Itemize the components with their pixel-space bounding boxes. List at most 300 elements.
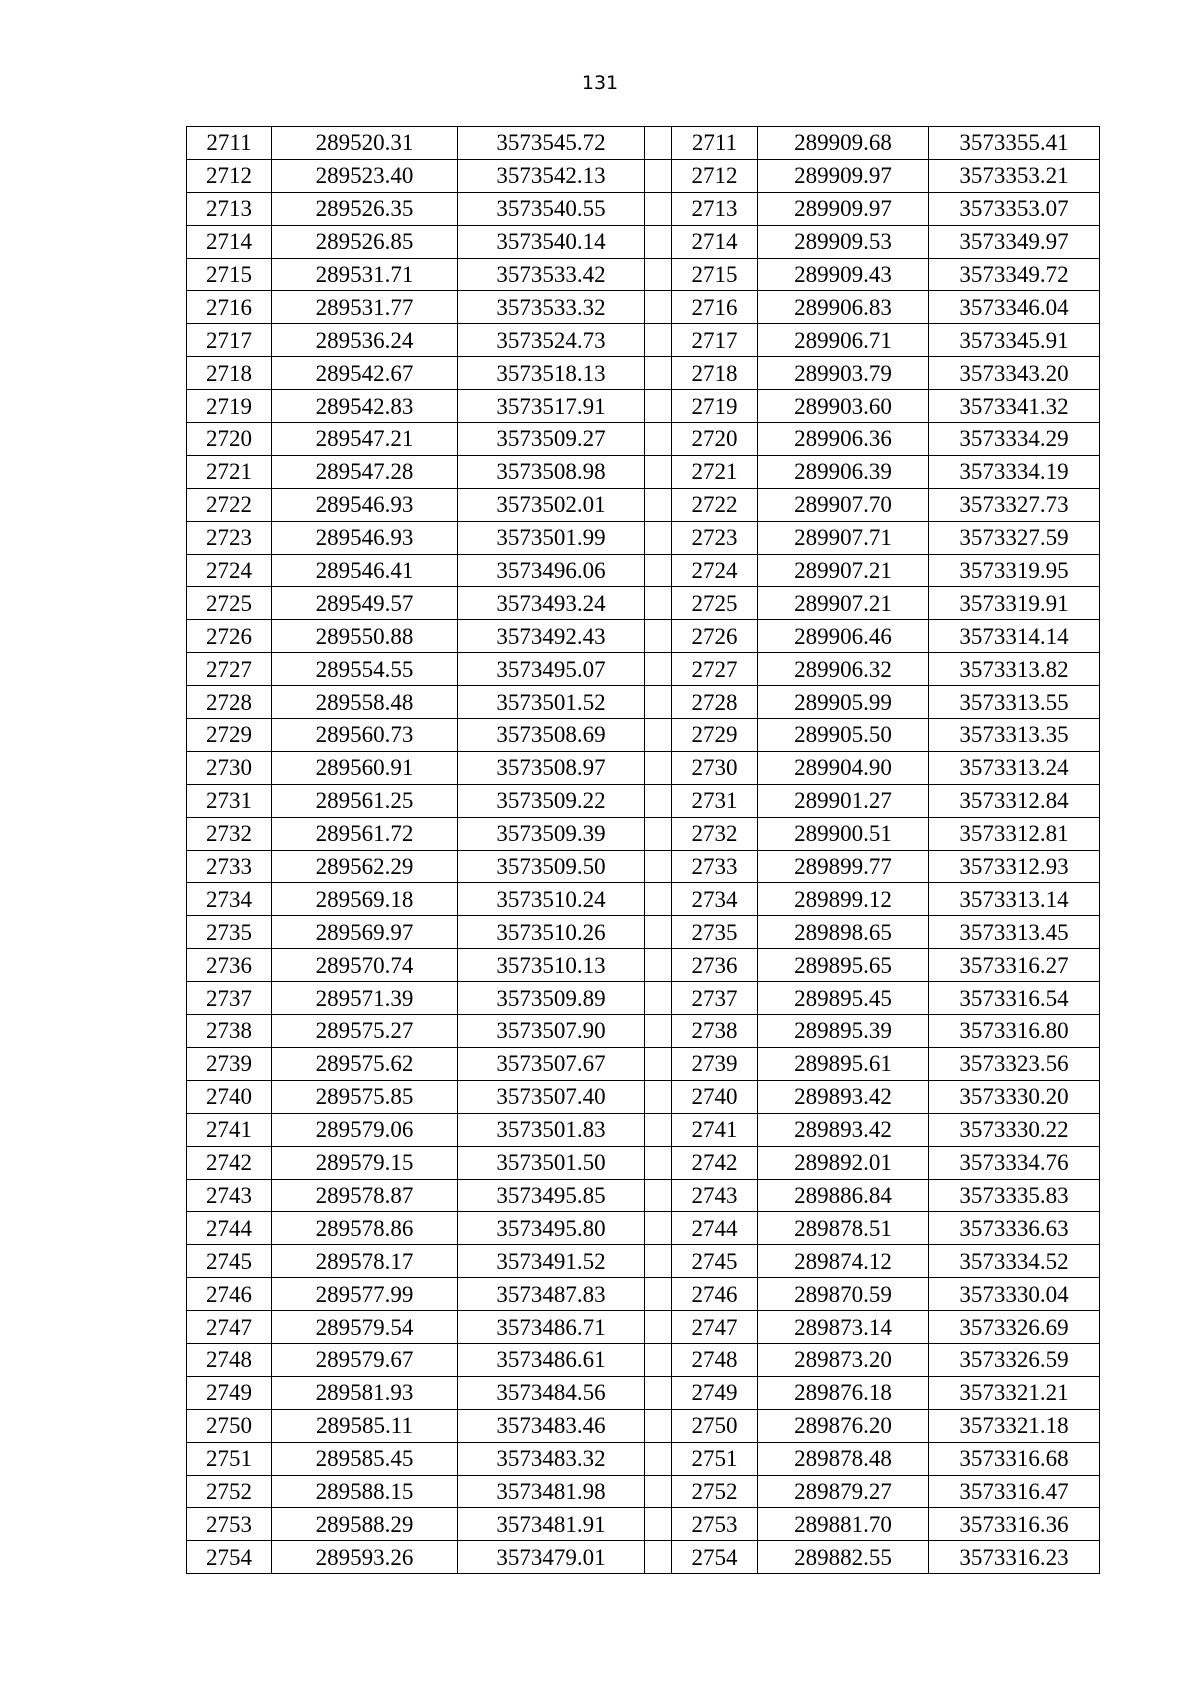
point-id-right: 2754 (672, 1541, 758, 1574)
x-coordinate-right: 289905.99 (758, 686, 929, 719)
separator-cell (645, 817, 672, 850)
y-coordinate-right: 3573334.52 (929, 1245, 1100, 1278)
y-coordinate-left: 3573495.07 (458, 653, 645, 686)
point-id-right: 2723 (672, 521, 758, 554)
point-id-left: 2734 (187, 883, 272, 916)
point-id-right: 2718 (672, 357, 758, 390)
x-coordinate-right: 289906.71 (758, 324, 929, 357)
separator-cell (645, 423, 672, 456)
y-coordinate-right: 3573316.27 (929, 949, 1100, 982)
point-id-right: 2748 (672, 1343, 758, 1376)
point-id-left: 2742 (187, 1146, 272, 1179)
separator-cell (645, 949, 672, 982)
y-coordinate-right: 3573326.59 (929, 1343, 1100, 1376)
x-coordinate-left: 289570.74 (272, 949, 458, 982)
x-coordinate-right: 289895.45 (758, 982, 929, 1015)
y-coordinate-right: 3573341.32 (929, 390, 1100, 423)
x-coordinate-left: 289526.35 (272, 192, 458, 225)
x-coordinate-right: 289900.51 (758, 817, 929, 850)
x-coordinate-left: 289523.40 (272, 159, 458, 192)
x-coordinate-right: 289886.84 (758, 1179, 929, 1212)
y-coordinate-right: 3573321.21 (929, 1376, 1100, 1409)
point-id-right: 2727 (672, 653, 758, 686)
y-coordinate-left: 3573509.22 (458, 784, 645, 817)
x-coordinate-left: 289542.83 (272, 390, 458, 423)
y-coordinate-left: 3573481.91 (458, 1508, 645, 1541)
point-id-right: 2746 (672, 1278, 758, 1311)
point-id-left: 2721 (187, 455, 272, 488)
table-row (187, 357, 1100, 390)
x-coordinate-right: 289874.12 (758, 1245, 929, 1278)
y-coordinate-right: 3573353.21 (929, 159, 1100, 192)
point-id-left: 2722 (187, 488, 272, 521)
y-coordinate-left: 3573484.56 (458, 1376, 645, 1409)
separator-cell (645, 1409, 672, 1442)
x-coordinate-right: 289901.27 (758, 784, 929, 817)
point-id-right: 2725 (672, 587, 758, 620)
x-coordinate-right: 289907.21 (758, 554, 929, 587)
point-id-left: 2732 (187, 817, 272, 850)
x-coordinate-right: 289909.97 (758, 192, 929, 225)
separator-cell (645, 1146, 672, 1179)
y-coordinate-left: 3573540.55 (458, 192, 645, 225)
table-row (187, 1475, 1100, 1508)
separator-cell (645, 1343, 672, 1376)
table-row (187, 1113, 1100, 1146)
separator-cell (645, 554, 672, 587)
y-coordinate-left: 3573486.61 (458, 1343, 645, 1376)
x-coordinate-right: 289898.65 (758, 916, 929, 949)
point-id-left: 2733 (187, 850, 272, 883)
y-coordinate-right: 3573335.83 (929, 1179, 1100, 1212)
separator-cell (645, 455, 672, 488)
point-id-left: 2719 (187, 390, 272, 423)
y-coordinate-right: 3573316.23 (929, 1541, 1100, 1574)
table-row (187, 1179, 1100, 1212)
point-id-right: 2749 (672, 1376, 758, 1409)
table-row (187, 982, 1100, 1015)
x-coordinate-left: 289542.67 (272, 357, 458, 390)
separator-cell (645, 587, 672, 620)
separator-cell (645, 1376, 672, 1409)
x-coordinate-right: 289870.59 (758, 1278, 929, 1311)
y-coordinate-right: 3573345.91 (929, 324, 1100, 357)
point-id-left: 2724 (187, 554, 272, 587)
point-id-right: 2734 (672, 883, 758, 916)
point-id-left: 2749 (187, 1376, 272, 1409)
point-id-left: 2740 (187, 1080, 272, 1113)
y-coordinate-right: 3573349.72 (929, 258, 1100, 291)
table-row (187, 291, 1100, 324)
point-id-right: 2729 (672, 719, 758, 752)
point-id-right: 2720 (672, 423, 758, 456)
x-coordinate-left: 289585.11 (272, 1409, 458, 1442)
x-coordinate-left: 289546.93 (272, 521, 458, 554)
separator-cell (645, 159, 672, 192)
table-row (187, 719, 1100, 752)
x-coordinate-right: 289881.70 (758, 1508, 929, 1541)
coordinates-table (186, 126, 1100, 1574)
table-row (187, 653, 1100, 686)
y-coordinate-right: 3573319.95 (929, 554, 1100, 587)
table-row (187, 455, 1100, 488)
point-id-left: 2746 (187, 1278, 272, 1311)
point-id-right: 2722 (672, 488, 758, 521)
point-id-left: 2725 (187, 587, 272, 620)
separator-cell (645, 850, 672, 883)
table-row (187, 1442, 1100, 1475)
x-coordinate-right: 289909.53 (758, 225, 929, 258)
point-id-right: 2733 (672, 850, 758, 883)
point-id-left: 2737 (187, 982, 272, 1015)
y-coordinate-right: 3573316.80 (929, 1015, 1100, 1048)
x-coordinate-left: 289593.26 (272, 1541, 458, 1574)
x-coordinate-left: 289547.21 (272, 423, 458, 456)
point-id-right: 2751 (672, 1442, 758, 1475)
y-coordinate-left: 3573508.69 (458, 719, 645, 752)
y-coordinate-left: 3573509.89 (458, 982, 645, 1015)
table-row (187, 620, 1100, 653)
point-id-left: 2741 (187, 1113, 272, 1146)
point-id-right: 2743 (672, 1179, 758, 1212)
y-coordinate-left: 3573501.52 (458, 686, 645, 719)
table-row (187, 751, 1100, 784)
point-id-left: 2736 (187, 949, 272, 982)
y-coordinate-left: 3573509.27 (458, 423, 645, 456)
point-id-right: 2736 (672, 949, 758, 982)
y-coordinate-left: 3573533.32 (458, 291, 645, 324)
x-coordinate-left: 289549.57 (272, 587, 458, 620)
point-id-left: 2753 (187, 1508, 272, 1541)
y-coordinate-left: 3573510.13 (458, 949, 645, 982)
point-id-right: 2717 (672, 324, 758, 357)
table-row (187, 1278, 1100, 1311)
separator-cell (645, 784, 672, 817)
table-row (187, 1311, 1100, 1344)
point-id-right: 2712 (672, 159, 758, 192)
x-coordinate-right: 289873.20 (758, 1343, 929, 1376)
x-coordinate-right: 289873.14 (758, 1311, 929, 1344)
x-coordinate-left: 289575.62 (272, 1047, 458, 1080)
table-row (187, 521, 1100, 554)
table-row (187, 192, 1100, 225)
x-coordinate-left: 289547.28 (272, 455, 458, 488)
y-coordinate-right: 3573313.82 (929, 653, 1100, 686)
y-coordinate-left: 3573487.83 (458, 1278, 645, 1311)
point-id-left: 2752 (187, 1475, 272, 1508)
x-coordinate-left: 289546.93 (272, 488, 458, 521)
table-row (187, 1080, 1100, 1113)
point-id-left: 2718 (187, 357, 272, 390)
y-coordinate-right: 3573312.81 (929, 817, 1100, 850)
point-id-right: 2728 (672, 686, 758, 719)
x-coordinate-right: 289892.01 (758, 1146, 929, 1179)
separator-cell (645, 916, 672, 949)
separator-cell (645, 1278, 672, 1311)
y-coordinate-left: 3573509.39 (458, 817, 645, 850)
point-id-left: 2739 (187, 1047, 272, 1080)
point-id-left: 2731 (187, 784, 272, 817)
point-id-right: 2716 (672, 291, 758, 324)
point-id-left: 2754 (187, 1541, 272, 1574)
table-row (187, 817, 1100, 850)
point-id-left: 2727 (187, 653, 272, 686)
x-coordinate-left: 289554.55 (272, 653, 458, 686)
x-coordinate-left: 289588.29 (272, 1508, 458, 1541)
separator-cell (645, 357, 672, 390)
point-id-right: 2737 (672, 982, 758, 1015)
x-coordinate-right: 289903.79 (758, 357, 929, 390)
x-coordinate-right: 289909.43 (758, 258, 929, 291)
y-coordinate-left: 3573481.98 (458, 1475, 645, 1508)
separator-cell (645, 225, 672, 258)
x-coordinate-left: 289575.85 (272, 1080, 458, 1113)
x-coordinate-right: 289878.51 (758, 1212, 929, 1245)
point-id-left: 2738 (187, 1015, 272, 1048)
y-coordinate-left: 3573510.24 (458, 883, 645, 916)
x-coordinate-left: 289578.17 (272, 1245, 458, 1278)
separator-cell (645, 192, 672, 225)
y-coordinate-right: 3573313.55 (929, 686, 1100, 719)
x-coordinate-right: 289905.50 (758, 719, 929, 752)
y-coordinate-right: 3573349.97 (929, 225, 1100, 258)
x-coordinate-right: 289895.39 (758, 1015, 929, 1048)
table-row (187, 390, 1100, 423)
y-coordinate-left: 3573496.06 (458, 554, 645, 587)
table-row (187, 1146, 1100, 1179)
separator-cell (645, 883, 672, 916)
page-number: 131 (581, 72, 619, 94)
y-coordinate-right: 3573334.19 (929, 455, 1100, 488)
y-coordinate-right: 3573327.59 (929, 521, 1100, 554)
y-coordinate-left: 3573502.01 (458, 488, 645, 521)
separator-cell (645, 1475, 672, 1508)
point-id-left: 2728 (187, 686, 272, 719)
x-coordinate-left: 289581.93 (272, 1376, 458, 1409)
x-coordinate-right: 289893.42 (758, 1080, 929, 1113)
point-id-right: 2715 (672, 258, 758, 291)
x-coordinate-right: 289907.21 (758, 587, 929, 620)
x-coordinate-right: 289878.48 (758, 1442, 929, 1475)
point-id-left: 2730 (187, 751, 272, 784)
point-id-left: 2729 (187, 719, 272, 752)
point-id-right: 2745 (672, 1245, 758, 1278)
y-coordinate-left: 3573501.83 (458, 1113, 645, 1146)
point-id-left: 2723 (187, 521, 272, 554)
table-row (187, 127, 1100, 160)
x-coordinate-left: 289558.48 (272, 686, 458, 719)
y-coordinate-right: 3573330.20 (929, 1080, 1100, 1113)
point-id-left: 2747 (187, 1311, 272, 1344)
y-coordinate-left: 3573518.13 (458, 357, 645, 390)
point-id-right: 2724 (672, 554, 758, 587)
point-id-left: 2713 (187, 192, 272, 225)
separator-cell (645, 324, 672, 357)
point-id-left: 2712 (187, 159, 272, 192)
point-id-right: 2753 (672, 1508, 758, 1541)
separator-cell (645, 1311, 672, 1344)
separator-cell (645, 488, 672, 521)
y-coordinate-left: 3573524.73 (458, 324, 645, 357)
y-coordinate-left: 3573545.72 (458, 127, 645, 160)
y-coordinate-left: 3573479.01 (458, 1541, 645, 1574)
point-id-left: 2750 (187, 1409, 272, 1442)
point-id-right: 2741 (672, 1113, 758, 1146)
y-coordinate-left: 3573542.13 (458, 159, 645, 192)
x-coordinate-left: 289578.86 (272, 1212, 458, 1245)
point-id-left: 2751 (187, 1442, 272, 1475)
separator-cell (645, 1080, 672, 1113)
x-coordinate-right: 289899.12 (758, 883, 929, 916)
point-id-left: 2715 (187, 258, 272, 291)
y-coordinate-left: 3573507.40 (458, 1080, 645, 1113)
y-coordinate-left: 3573508.98 (458, 455, 645, 488)
point-id-right: 2731 (672, 784, 758, 817)
separator-cell (645, 291, 672, 324)
y-coordinate-left: 3573492.43 (458, 620, 645, 653)
x-coordinate-left: 289561.72 (272, 817, 458, 850)
table-row (187, 784, 1100, 817)
y-coordinate-right: 3573314.14 (929, 620, 1100, 653)
y-coordinate-right: 3573334.76 (929, 1146, 1100, 1179)
x-coordinate-left: 289550.88 (272, 620, 458, 653)
separator-cell (645, 653, 672, 686)
y-coordinate-left: 3573509.50 (458, 850, 645, 883)
point-id-right: 2752 (672, 1475, 758, 1508)
x-coordinate-left: 289560.91 (272, 751, 458, 784)
x-coordinate-right: 289876.20 (758, 1409, 929, 1442)
x-coordinate-left: 289579.67 (272, 1343, 458, 1376)
x-coordinate-right: 289909.97 (758, 159, 929, 192)
table-row (187, 1508, 1100, 1541)
x-coordinate-left: 289526.85 (272, 225, 458, 258)
x-coordinate-right: 289906.83 (758, 291, 929, 324)
point-id-right: 2744 (672, 1212, 758, 1245)
separator-cell (645, 1508, 672, 1541)
x-coordinate-right: 289876.18 (758, 1376, 929, 1409)
separator-cell (645, 1541, 672, 1574)
x-coordinate-left: 289579.54 (272, 1311, 458, 1344)
y-coordinate-right: 3573319.91 (929, 587, 1100, 620)
y-coordinate-right: 3573313.24 (929, 751, 1100, 784)
y-coordinate-left: 3573493.24 (458, 587, 645, 620)
y-coordinate-left: 3573540.14 (458, 225, 645, 258)
x-coordinate-right: 289879.27 (758, 1475, 929, 1508)
table-row (187, 1409, 1100, 1442)
table-row (187, 1212, 1100, 1245)
y-coordinate-right: 3573313.45 (929, 916, 1100, 949)
y-coordinate-right: 3573316.54 (929, 982, 1100, 1015)
y-coordinate-left: 3573491.52 (458, 1245, 645, 1278)
y-coordinate-right: 3573326.69 (929, 1311, 1100, 1344)
separator-cell (645, 127, 672, 160)
x-coordinate-right: 289906.36 (758, 423, 929, 456)
point-id-right: 2714 (672, 225, 758, 258)
separator-cell (645, 1047, 672, 1080)
x-coordinate-left: 289577.99 (272, 1278, 458, 1311)
table-row (187, 554, 1100, 587)
y-coordinate-right: 3573313.35 (929, 719, 1100, 752)
y-coordinate-right: 3573316.68 (929, 1442, 1100, 1475)
separator-cell (645, 1179, 672, 1212)
table-row (187, 225, 1100, 258)
table-row (187, 1376, 1100, 1409)
point-id-left: 2711 (187, 127, 272, 160)
x-coordinate-left: 289536.24 (272, 324, 458, 357)
y-coordinate-right: 3573323.56 (929, 1047, 1100, 1080)
point-id-right: 2719 (672, 390, 758, 423)
table-row (187, 883, 1100, 916)
point-id-left: 2744 (187, 1212, 272, 1245)
separator-cell (645, 1212, 672, 1245)
y-coordinate-left: 3573486.71 (458, 1311, 645, 1344)
x-coordinate-left: 289569.18 (272, 883, 458, 916)
y-coordinate-right: 3573313.14 (929, 883, 1100, 916)
table-row (187, 916, 1100, 949)
x-coordinate-right: 289906.32 (758, 653, 929, 686)
y-coordinate-right: 3573353.07 (929, 192, 1100, 225)
x-coordinate-right: 289899.77 (758, 850, 929, 883)
point-id-right: 2726 (672, 620, 758, 653)
table-row (187, 686, 1100, 719)
x-coordinate-left: 289569.97 (272, 916, 458, 949)
table-row (187, 258, 1100, 291)
y-coordinate-left: 3573501.99 (458, 521, 645, 554)
point-id-left: 2726 (187, 620, 272, 653)
x-coordinate-left: 289562.29 (272, 850, 458, 883)
point-id-right: 2713 (672, 192, 758, 225)
separator-cell (645, 686, 672, 719)
point-id-right: 2735 (672, 916, 758, 949)
separator-cell (645, 620, 672, 653)
coordinates-table-body (187, 127, 1100, 1574)
y-coordinate-right: 3573336.63 (929, 1212, 1100, 1245)
x-coordinate-right: 289893.42 (758, 1113, 929, 1146)
point-id-right: 2730 (672, 751, 758, 784)
table-row (187, 324, 1100, 357)
y-coordinate-left: 3573533.42 (458, 258, 645, 291)
y-coordinate-left: 3573495.80 (458, 1212, 645, 1245)
y-coordinate-left: 3573508.97 (458, 751, 645, 784)
separator-cell (645, 719, 672, 752)
y-coordinate-right: 3573355.41 (929, 127, 1100, 160)
y-coordinate-right: 3573316.47 (929, 1475, 1100, 1508)
y-coordinate-right: 3573312.93 (929, 850, 1100, 883)
y-coordinate-left: 3573495.85 (458, 1179, 645, 1212)
point-id-left: 2717 (187, 324, 272, 357)
x-coordinate-left: 289585.45 (272, 1442, 458, 1475)
x-coordinate-right: 289907.70 (758, 488, 929, 521)
point-id-right: 2721 (672, 455, 758, 488)
x-coordinate-left: 289571.39 (272, 982, 458, 1015)
y-coordinate-right: 3573327.73 (929, 488, 1100, 521)
point-id-right: 2732 (672, 817, 758, 850)
point-id-right: 2747 (672, 1311, 758, 1344)
x-coordinate-right: 289895.65 (758, 949, 929, 982)
y-coordinate-right: 3573330.22 (929, 1113, 1100, 1146)
point-id-right: 2711 (672, 127, 758, 160)
point-id-right: 2739 (672, 1047, 758, 1080)
table-row (187, 1245, 1100, 1278)
x-coordinate-right: 289895.61 (758, 1047, 929, 1080)
x-coordinate-right: 289907.71 (758, 521, 929, 554)
x-coordinate-right: 289903.60 (758, 390, 929, 423)
y-coordinate-right: 3573343.20 (929, 357, 1100, 390)
x-coordinate-left: 289561.25 (272, 784, 458, 817)
point-id-left: 2743 (187, 1179, 272, 1212)
separator-cell (645, 982, 672, 1015)
point-id-right: 2750 (672, 1409, 758, 1442)
